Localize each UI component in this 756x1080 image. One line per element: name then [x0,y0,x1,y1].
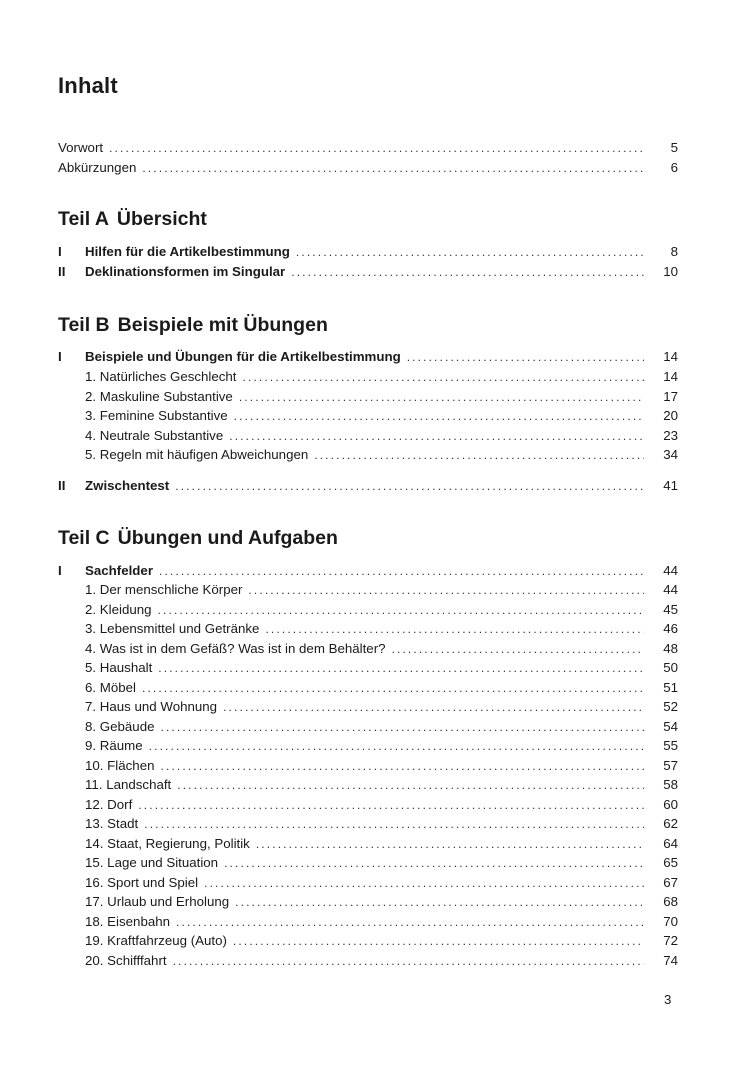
leader-dots [235,893,644,911]
section-title: Übungen und Aufgaben [117,527,338,549]
toc-subentry[interactable] [58,796,678,814]
toc-chapter-a-1[interactable] [58,243,678,261]
toc-subentry[interactable] [58,427,678,445]
toc-entry-label: Beispiele und Übungen für die Artikelbestimmung [85,349,401,364]
toc-chapter-c-1[interactable] [58,562,678,580]
toc-entry-page: 74 [663,953,678,968]
toc-entry-label: 20. Schifffahrt [85,953,167,968]
page-number: 3 [664,992,672,1007]
leader-dots [204,874,644,892]
toc-subentry[interactable] [58,640,678,658]
toc-entry-page: 60 [663,797,678,812]
leader-dots [296,243,644,261]
leader-dots [176,913,644,931]
toc-entry-abkuerzungen[interactable] [58,159,678,177]
toc-entry-page: 64 [663,836,678,851]
leader-dots [142,159,644,177]
toc-subentry[interactable] [58,776,678,794]
section-heading-teil-b [58,314,328,337]
toc-entry-label: 9. Räume [85,738,143,753]
toc-subentry[interactable] [58,407,678,425]
toc-subentry[interactable] [58,835,678,853]
leader-dots [109,139,644,157]
toc-entry-label: 13. Stadt [85,816,139,831]
toc-subentry[interactable] [58,874,678,892]
toc-entry-label: 3. Lebensmittel und Getränke [85,621,260,636]
toc-subentry[interactable] [58,581,678,599]
toc-subentry[interactable] [58,388,678,406]
toc-entry-label: 5. Haushalt [85,660,153,675]
toc-entry-label: 19. Kraftfahrzeug (Auto) [85,933,227,948]
toc-entry-page: 14 [663,349,678,364]
toc-entry-vorwort[interactable] [58,139,678,157]
section-prefix: Teil A [58,208,109,230]
toc-entry-label: 2. Maskuline Substantive [85,389,233,404]
toc-entry-page: 6 [670,160,678,175]
toc-entry-page: 34 [663,447,678,462]
toc-subentry[interactable] [58,601,678,619]
toc-entry-page: 67 [663,875,678,890]
chapter-number: II [58,478,66,493]
leader-dots [265,620,644,638]
toc-entry-label: 12. Dorf [85,797,133,812]
leader-dots [177,776,644,794]
toc-entry-label: 5. Regeln mit häufigen Abweichungen [85,447,309,462]
leader-dots [291,263,644,281]
toc-entry-page: 45 [663,602,678,617]
toc-entry-page: 54 [663,719,678,734]
toc-entry-page: 5 [670,140,678,155]
toc-entry-label: Zwischentest [85,478,170,493]
toc-subentry[interactable] [58,932,678,950]
toc-entry-page: 10 [663,264,678,279]
page-title: Inhalt [58,73,118,98]
leader-dots [138,796,644,814]
toc-entry-page: 17 [663,389,678,404]
toc-entry-page: 50 [663,660,678,675]
toc-entry-label: 3. Feminine Substantive [85,408,228,423]
toc-entry-page: 20 [663,408,678,423]
toc-entry-label: Abkürzungen [58,160,137,175]
toc-entry-label: Hilfen für die Artikelbestimmung [85,244,290,259]
leader-dots [256,835,644,853]
toc-entry-label: 4. Neutrale Substantive [85,428,224,443]
toc-entry-label: 17. Urlaub und Erholung [85,894,230,909]
section-heading-teil-a [58,208,207,231]
toc-entry-label: 15. Lage und Situation [85,855,219,870]
toc-subentry[interactable] [58,718,678,736]
toc-chapter-b-1[interactable] [58,348,678,366]
toc-entry-page: 8 [670,244,678,259]
leader-dots [158,601,644,619]
leader-dots [144,815,644,833]
leader-dots [175,477,644,495]
leader-dots [161,718,645,736]
toc-subentry[interactable] [58,698,678,716]
leader-dots [248,581,644,599]
leader-dots [239,388,644,406]
toc-subentry[interactable] [58,854,678,872]
leader-dots [229,427,644,445]
leader-dots [160,757,644,775]
toc-entry-label: 10. Flächen [85,758,155,773]
toc-entry-label: 1. Natürliches Geschlecht [85,369,237,384]
toc-entry-label: Sachfelder [85,563,153,578]
toc-entry-label: 16. Sport und Spiel [85,875,199,890]
toc-subentry[interactable] [58,913,678,931]
toc-entry-page: 58 [663,777,678,792]
toc-entry-page: 41 [663,478,678,493]
section-heading-teil-c [58,527,338,550]
toc-subentry[interactable] [58,679,678,697]
toc-entry-label: 18. Eisenbahn [85,914,171,929]
toc-entry-label: 8. Gebäude [85,719,155,734]
toc-entry-page: 23 [663,428,678,443]
leader-dots [407,348,644,366]
toc-entry-page: 68 [663,894,678,909]
leader-dots [223,698,644,716]
toc-entry-label: 4. Was ist in dem Gefäß? Was ist in dem Behälter? [85,641,386,656]
toc-subentry[interactable] [58,893,678,911]
leader-dots [243,368,644,386]
toc-chapter-a-2[interactable] [58,263,678,281]
toc-subentry[interactable] [58,757,678,775]
leader-dots [149,737,644,755]
toc-subentry[interactable] [58,446,678,464]
toc-entry-page: 51 [663,680,678,695]
leader-dots [234,407,644,425]
toc-entry-page: 72 [663,933,678,948]
toc-entry-page: 70 [663,914,678,929]
chapter-number: I [58,244,62,259]
leader-dots [392,640,644,658]
toc-entry-label: 1. Der menschliche Körper [85,582,243,597]
toc-entry-label: 14. Staat, Regierung, Politik [85,836,250,851]
section-title: Übersicht [116,208,207,230]
toc-subentry[interactable] [58,737,678,755]
leader-dots [142,679,644,697]
chapter-number: II [58,264,66,279]
chapter-number: I [58,349,62,364]
toc-entry-page: 52 [663,699,678,714]
toc-subentry[interactable] [58,659,678,677]
leader-dots [158,659,644,677]
toc-entry-label: 11. Landschaft [85,777,172,792]
toc-entry-label: 6. Möbel [85,680,136,695]
toc-entry-page: 62 [663,816,678,831]
toc-entry-label: 7. Haus und Wohnung [85,699,218,714]
toc-entry-page: 65 [663,855,678,870]
toc-entry-page: 48 [663,641,678,656]
leader-dots [314,446,644,464]
leader-dots [224,854,644,872]
toc-entry-page: 14 [663,369,678,384]
toc-subentry[interactable] [58,815,678,833]
toc-entry-label: Deklinationsformen im Singular [85,264,286,279]
toc-subentry[interactable] [58,368,678,386]
toc-entry-page: 55 [663,738,678,753]
section-prefix: Teil C [58,527,110,549]
toc-entry-label: 2. Kleidung [85,602,152,617]
toc-entry-page: 44 [663,563,678,578]
section-title: Beispiele mit Übungen [117,314,328,336]
toc-entry-page: 46 [663,621,678,636]
leader-dots [233,932,644,950]
leader-dots [173,952,644,970]
toc-chapter-b-2[interactable] [58,477,678,495]
toc-entry-page: 57 [663,758,678,773]
chapter-number: I [58,563,62,578]
toc-entry-page: 44 [663,582,678,597]
toc-subentry[interactable] [58,952,678,970]
toc-entry-label: Vorwort [58,140,104,155]
toc-subentry[interactable] [58,620,678,638]
leader-dots [159,562,644,580]
section-prefix: Teil B [58,314,110,336]
